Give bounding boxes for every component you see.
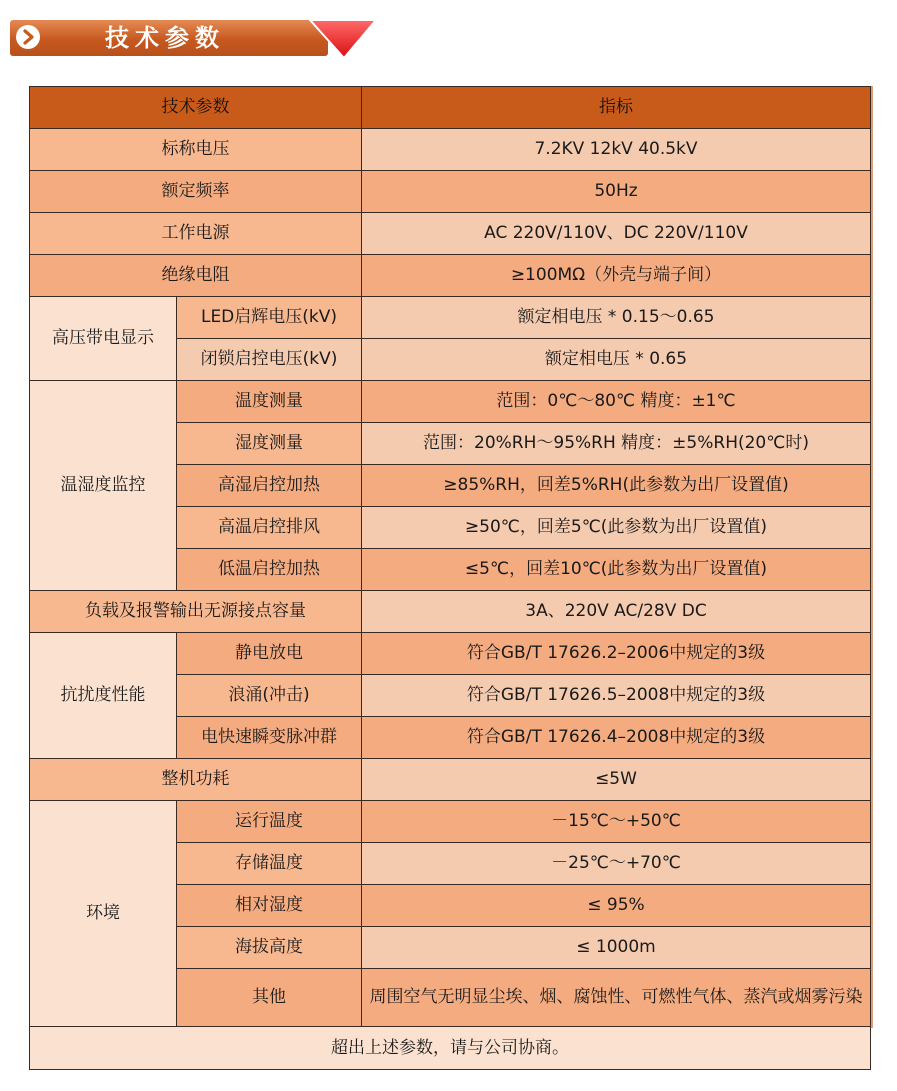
row-label: 绝缘电阻 [30,255,362,297]
row-value: 符合GB/T 17626.4–2008中规定的3级 [362,717,871,759]
row-label: 湿度测量 [177,423,362,465]
row-label: 温度测量 [177,381,362,423]
row-label: 电快速瞬变脉冲群 [177,717,362,759]
row-value: 3A、220V AC/28V DC [362,591,871,633]
table-row [30,633,871,675]
group-label: 温湿度监控 [30,381,177,591]
triangle-down-icon [308,18,378,60]
row-value: ≥100MΩ（外壳与端子间） [362,255,871,297]
row-value: 周围空气无明显尘埃、烟、腐蚀性、可燃性气体、蒸汽或烟雾污染 [362,969,871,1027]
row-label: 浪涌(冲击) [177,675,362,717]
row-label: 负载及报警输出无源接点容量 [30,591,362,633]
row-value: 7.2KV 12kV 40.5kV [362,129,871,171]
group-label: 抗扰度性能 [30,633,177,759]
row-label: 低温启控加热 [177,549,362,591]
row-value: 符合GB/T 17626.5–2008中规定的3级 [362,675,871,717]
row-label: 工作电源 [30,213,362,255]
row-label: 其他 [177,969,362,1027]
row-value: ≥85%RH，回差5%RH(此参数为出厂设置值) [362,465,871,507]
row-label: 标称电压 [30,129,362,171]
row-label: 高湿启控加热 [177,465,362,507]
row-label: 整机功耗 [30,759,362,801]
row-value: ≤ 95% [362,885,871,927]
table-row [30,759,871,801]
header-value: 指标 [362,87,871,129]
row-value: 符合GB/T 17626.2–2006中规定的3级 [362,633,871,675]
table-row [30,591,871,633]
row-label: 运行温度 [177,801,362,843]
table-row [30,213,871,255]
row-value: 额定相电压 * 0.15～0.65 [362,297,871,339]
footer-note: 超出上述参数，请与公司协商。 [30,1027,871,1070]
section-title: 技术参数 [105,24,225,52]
row-label: LED启辉电压(kV) [177,297,362,339]
row-value: 额定相电压 * 0.65 [362,339,871,381]
row-label: 静电放电 [177,633,362,675]
row-value: AC 220V/110V、DC 220V/110V [362,213,871,255]
row-value: ≤ 1000m [362,927,871,969]
row-value: ≤5℃，回差10℃(此参数为出厂设置值) [362,549,871,591]
row-label: 海拔高度 [177,927,362,969]
table-footer-row [30,1027,871,1070]
row-label: 高温启控排风 [177,507,362,549]
row-label: 闭锁启控电压(kV) [177,339,362,381]
table-row [30,255,871,297]
table-row [30,801,871,843]
group-label: 高压带电显示 [30,297,177,381]
row-value: －15℃～+50℃ [362,801,871,843]
row-value: 范围：20%RH～95%RH 精度：±5%RH(20℃时) [362,423,871,465]
section-banner [10,18,370,60]
table-row [30,381,871,423]
row-value: －25℃～+70℃ [362,843,871,885]
row-value: ≤5W [362,759,871,801]
spec-table [29,86,871,1070]
header-param: 技术参数 [30,87,362,129]
chevron-right-icon [16,25,40,49]
table-row [30,297,871,339]
row-value: 50Hz [362,171,871,213]
table-header-row [30,87,871,129]
group-label: 环境 [30,801,177,1027]
row-label: 存储温度 [177,843,362,885]
row-label: 相对湿度 [177,885,362,927]
table-row [30,171,871,213]
row-label: 额定频率 [30,171,362,213]
row-value: ≥50℃，回差5℃(此参数为出厂设置值) [362,507,871,549]
row-value: 范围：0℃～80℃ 精度：±1℃ [362,381,871,423]
table-row [30,129,871,171]
